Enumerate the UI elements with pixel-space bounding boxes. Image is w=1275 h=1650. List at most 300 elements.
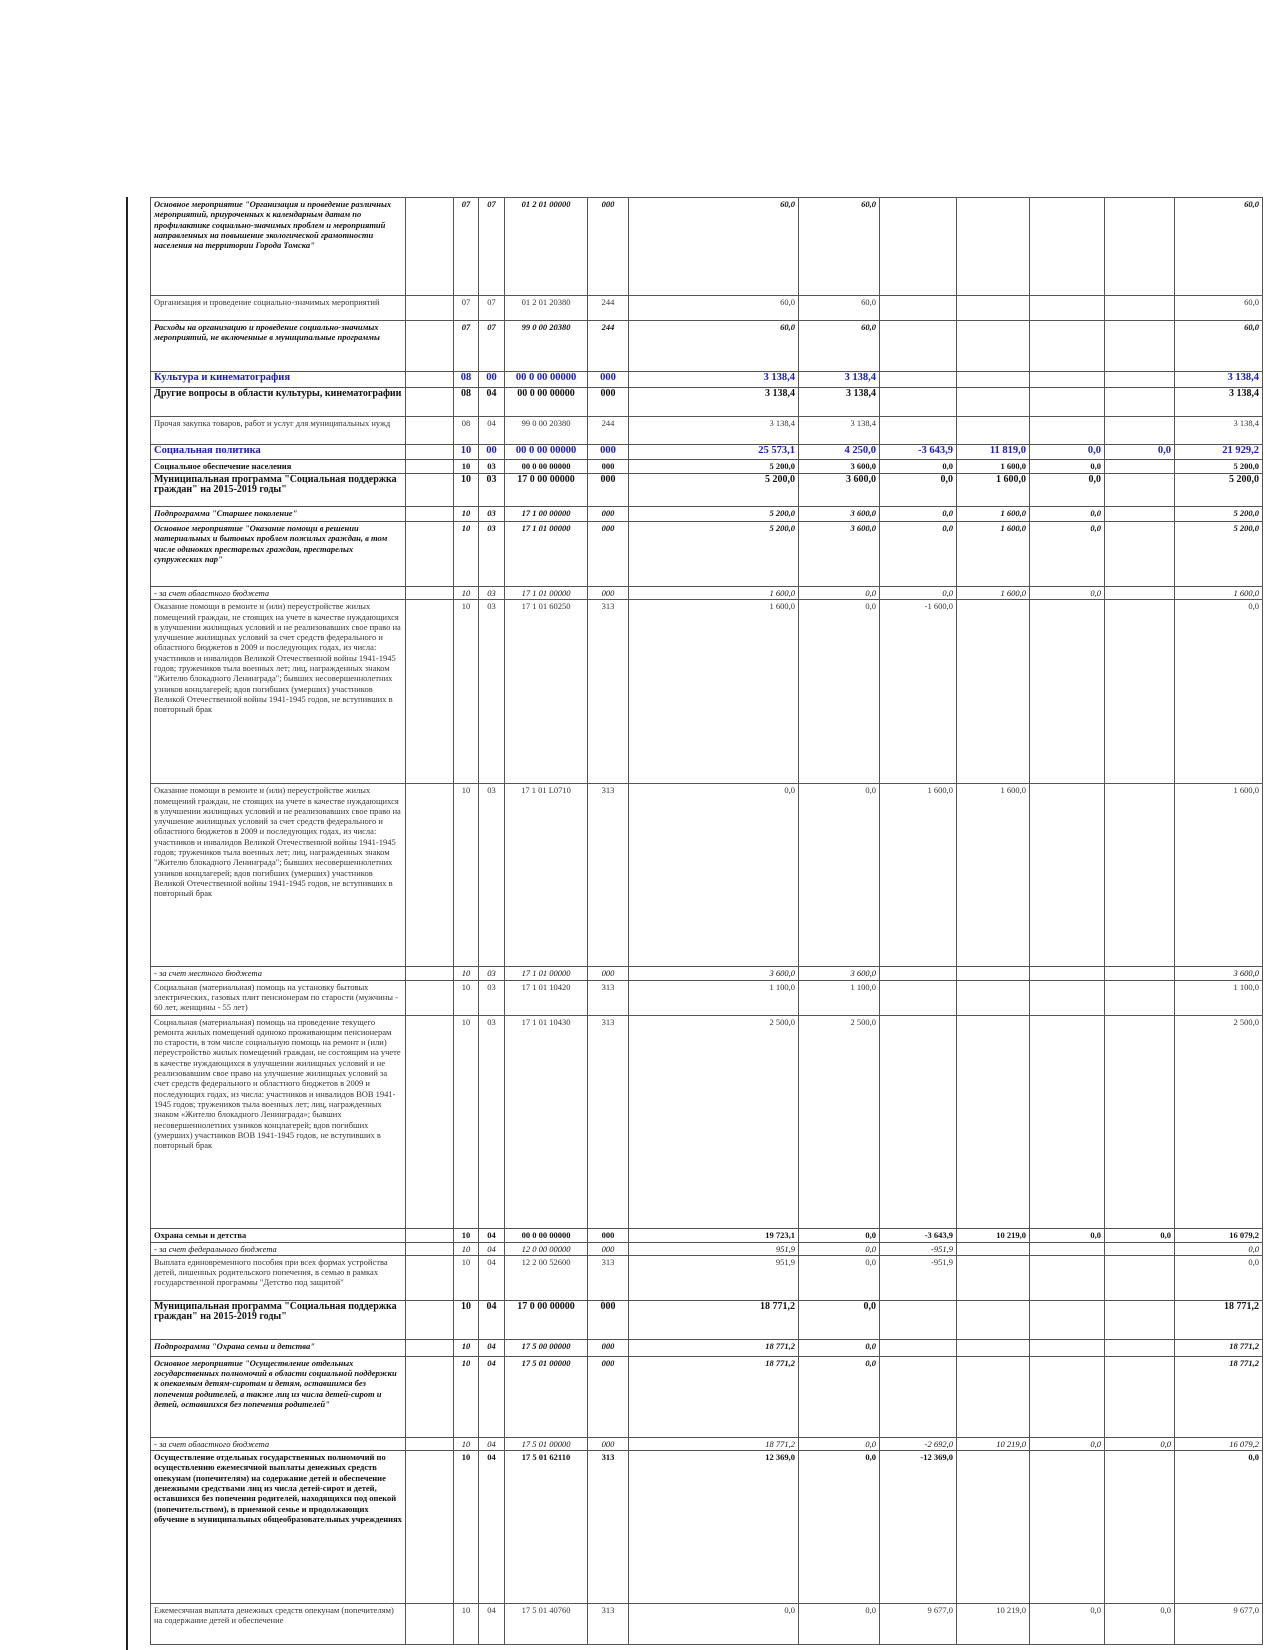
cell-value-5 [1030,1356,1105,1437]
cell-gap [406,1255,454,1300]
cell-value-2: 3 138,4 [799,417,880,445]
cell-value-2: 4 250,0 [799,445,880,460]
cell-value-1: 25 573,1 [629,445,799,460]
table-row [151,1015,1263,1228]
cell-value-6 [1105,474,1175,507]
cell-subsection: 04 [479,1356,505,1437]
table-body [151,198,1263,1645]
cell-subsection: 03 [479,474,505,507]
cell-section: 07 [454,321,479,372]
cell-expense-type: 313 [588,1255,629,1300]
cell-value-3 [880,321,957,372]
cell-value-2: 3 600,0 [799,507,880,522]
cell-value-total: 5 200,0 [1175,474,1263,507]
cell-value-1: 1 600,0 [629,587,799,600]
cell-value-5: 0,0 [1030,1437,1105,1450]
cell-value-1: 60,0 [629,321,799,372]
cell-value-total: 2 500,0 [1175,1015,1263,1228]
table-row [151,1451,1263,1604]
cell-value-5: 0,0 [1030,1604,1105,1645]
cell-section: 10 [454,600,479,784]
cell-value-2: 0,0 [799,1300,880,1339]
cell-expense-type: 313 [588,1015,629,1228]
cell-value-5 [1030,296,1105,321]
cell-value-2: 0,0 [799,1356,880,1437]
cell-value-1: 3 138,4 [629,372,799,388]
cell-subsection: 04 [479,1339,505,1356]
cell-name: Социальная политика [151,445,406,460]
cell-value-1: 18 771,2 [629,1339,799,1356]
table-row [151,1604,1263,1645]
table-row [151,1339,1263,1356]
cell-value-5 [1030,967,1105,980]
cell-subsection: 03 [479,784,505,967]
cell-value-4: 11 819,0 [957,445,1030,460]
cell-value-1: 19 723,1 [629,1228,799,1242]
cell-gap [406,417,454,445]
cell-section: 08 [454,417,479,445]
cell-value-4: 1 600,0 [957,474,1030,507]
cell-name: Муниципальная программа "Социальная поддержка граждан" на 2015-2019 годы" [151,474,406,507]
cell-value-6 [1105,460,1175,474]
cell-value-total: 1 100,0 [1175,980,1263,1015]
cell-expense-type: 313 [588,784,629,967]
cell-value-3 [880,967,957,980]
cell-gap [406,372,454,388]
cell-gap [406,600,454,784]
cell-target-article: 00 0 00 00000 [505,445,588,460]
cell-name: Социальная (материальная) помощь на установку бытовых электрических, газовых плит пенсионерам по старости (мужчины - 60 лет, женщины - 55 лет) [151,980,406,1015]
cell-value-4 [957,321,1030,372]
cell-expense-type: 000 [588,445,629,460]
cell-value-5: 0,0 [1030,460,1105,474]
budget-table [150,197,1263,1645]
cell-subsection: 03 [479,522,505,587]
cell-value-3 [880,1015,957,1228]
cell-section: 08 [454,372,479,388]
cell-value-2: 0,0 [799,1451,880,1604]
cell-name: Муниципальная программа "Социальная поддержка граждан" на 2015-2019 годы" [151,1300,406,1339]
cell-value-3 [880,1356,957,1437]
cell-value-2: 0,0 [799,1604,880,1645]
cell-value-2: 0,0 [799,784,880,967]
cell-value-6 [1105,522,1175,587]
cell-value-4: 1 600,0 [957,522,1030,587]
cell-section: 10 [454,445,479,460]
cell-value-2: 1 100,0 [799,980,880,1015]
cell-gap [406,1437,454,1450]
cell-name: Прочая закупка товаров, работ и услуг для муниципальных нужд [151,417,406,445]
cell-value-5 [1030,600,1105,784]
cell-value-1: 5 200,0 [629,460,799,474]
cell-name: Социальное обеспечение населения [151,460,406,474]
cell-name: Культура и кинематография [151,372,406,388]
cell-expense-type: 244 [588,321,629,372]
cell-value-1: 2 500,0 [629,1015,799,1228]
cell-target-article: 17 5 01 00000 [505,1356,588,1437]
left-margin-rule [126,197,128,1650]
cell-expense-type: 000 [588,388,629,417]
cell-target-article: 17 1 00 00000 [505,507,588,522]
cell-value-3: -3 643,9 [880,1228,957,1242]
cell-name: Оказание помощи в ремонте и (или) переустройстве жилых помещений граждан, не стоящих на учете в качестве нуждающихся в улучшении жилищных условий и не реализовавших свое право на улучшение жилищных условий за счет средств федерального и областного бюджетов в 2009 и последующих годах, из числа: участников и инвалидов Великой Отечественной войны 1941-1945 годов; тружеников тыла военных лет; лиц, награжденных знаком "Жителю блокадного Ленинграда"; бывших несовершеннолетних узников концлагерей; вдов погибших (умерших) участников Великой Отечественной войны 1941-1945 годов, не вступивших в повторный брак [151,784,406,967]
cell-value-6 [1105,1242,1175,1255]
cell-name: Организация и проведение социально-значимых мероприятий [151,296,406,321]
cell-value-3: -3 643,9 [880,445,957,460]
cell-value-5 [1030,1339,1105,1356]
cell-value-3 [880,1339,957,1356]
cell-value-4: 10 219,0 [957,1604,1030,1645]
cell-value-3: 9 677,0 [880,1604,957,1645]
cell-name: - за счет областного бюджета [151,1437,406,1450]
cell-name: Охрана семьи и детства [151,1228,406,1242]
cell-value-4: 1 600,0 [957,460,1030,474]
cell-subsection: 00 [479,445,505,460]
cell-value-4: 10 219,0 [957,1228,1030,1242]
cell-value-6 [1105,1356,1175,1437]
cell-value-1: 18 771,2 [629,1437,799,1450]
cell-expense-type: 313 [588,600,629,784]
cell-gap [406,388,454,417]
cell-value-2: 0,0 [799,1255,880,1300]
cell-expense-type: 000 [588,1339,629,1356]
table-row [151,296,1263,321]
cell-value-6: 0,0 [1105,1604,1175,1645]
cell-section: 10 [454,784,479,967]
cell-expense-type: 000 [588,967,629,980]
cell-expense-type: 244 [588,417,629,445]
cell-value-6 [1105,967,1175,980]
cell-target-article: 17 5 01 00000 [505,1437,588,1450]
cell-section: 10 [454,1356,479,1437]
cell-value-total: 5 200,0 [1175,507,1263,522]
cell-value-6 [1105,1255,1175,1300]
cell-value-1: 3 138,4 [629,417,799,445]
table-row [151,1242,1263,1255]
cell-value-5 [1030,388,1105,417]
cell-value-5 [1030,1242,1105,1255]
cell-value-4 [957,600,1030,784]
cell-target-article: 99 0 00 20380 [505,321,588,372]
cell-expense-type: 000 [588,587,629,600]
cell-subsection: 03 [479,980,505,1015]
cell-value-total: 0,0 [1175,1242,1263,1255]
cell-target-article: 17 1 01 L0710 [505,784,588,967]
cell-value-4 [957,1339,1030,1356]
cell-value-1: 5 200,0 [629,474,799,507]
cell-value-6 [1105,980,1175,1015]
cell-value-4: 1 600,0 [957,507,1030,522]
cell-section: 10 [454,1437,479,1450]
cell-value-3 [880,417,957,445]
cell-value-6: 0,0 [1105,1228,1175,1242]
cell-value-2: 3 138,4 [799,372,880,388]
cell-value-1: 60,0 [629,296,799,321]
cell-value-total: 60,0 [1175,296,1263,321]
cell-value-3: -951,9 [880,1242,957,1255]
cell-value-3 [880,198,957,296]
cell-value-2: 3 600,0 [799,967,880,980]
cell-value-5: 0,0 [1030,474,1105,507]
cell-gap [406,296,454,321]
cell-value-4 [957,1015,1030,1228]
cell-value-4 [957,296,1030,321]
cell-value-3 [880,296,957,321]
cell-value-1: 3 600,0 [629,967,799,980]
cell-section: 10 [454,1255,479,1300]
cell-value-1: 5 200,0 [629,507,799,522]
cell-value-total: 5 200,0 [1175,522,1263,587]
cell-name: Основное мероприятие "Осуществление отдельных государственных полномочий в области социальной поддержки к опекаемым детям-сиротам и детям, оставшимся без попечения родителей, а также лиц из числа детей-сирот и детей, оставшихся без попечения родителей" [151,1356,406,1437]
cell-subsection: 04 [479,1437,505,1450]
cell-value-total: 0,0 [1175,1255,1263,1300]
cell-name: Ежемесячная выплата денежных средств опекунам (попечителям) на содержание детей и обеспечение [151,1604,406,1645]
cell-section: 10 [454,1300,479,1339]
cell-target-article: 12 0 00 00000 [505,1242,588,1255]
cell-section: 10 [454,1015,479,1228]
cell-value-4 [957,1242,1030,1255]
cell-target-article: 00 0 00 00000 [505,460,588,474]
cell-value-total: 0,0 [1175,600,1263,784]
cell-value-6 [1105,784,1175,967]
cell-section: 10 [454,587,479,600]
cell-subsection: 04 [479,1228,505,1242]
cell-subsection: 03 [479,1015,505,1228]
cell-value-2: 3 600,0 [799,474,880,507]
cell-expense-type: 000 [588,1242,629,1255]
cell-name: Основное мероприятие "Оказание помощи в решении материальных и бытовых проблем пожилых граждан, в том числе одиноких престарелых граждан, престарелых супружеских пар" [151,522,406,587]
cell-value-4 [957,967,1030,980]
cell-gap [406,784,454,967]
cell-value-6 [1105,1300,1175,1339]
cell-subsection: 04 [479,1255,505,1300]
cell-expense-type: 000 [588,460,629,474]
cell-gap [406,1242,454,1255]
cell-value-total: 3 138,4 [1175,372,1263,388]
cell-value-6: 0,0 [1105,445,1175,460]
table-row [151,600,1263,784]
cell-value-5 [1030,372,1105,388]
cell-value-3: -2 692,0 [880,1437,957,1450]
cell-target-article: 01 2 01 00000 [505,198,588,296]
cell-subsection: 03 [479,460,505,474]
cell-value-total: 3 600,0 [1175,967,1263,980]
cell-value-3: 0,0 [880,507,957,522]
cell-target-article: 17 0 00 00000 [505,1300,588,1339]
cell-target-article: 12 2 00 52600 [505,1255,588,1300]
cell-value-total: 3 138,4 [1175,417,1263,445]
cell-value-2: 60,0 [799,198,880,296]
cell-value-6 [1105,417,1175,445]
cell-value-total: 21 929,2 [1175,445,1263,460]
cell-target-article: 01 2 01 20380 [505,296,588,321]
cell-target-article: 17 1 01 10430 [505,1015,588,1228]
cell-target-article: 17 1 01 10420 [505,980,588,1015]
table-row [151,445,1263,460]
cell-value-1: 951,9 [629,1242,799,1255]
cell-section: 10 [454,1451,479,1604]
cell-value-4 [957,1300,1030,1339]
cell-value-5 [1030,417,1105,445]
cell-value-total: 5 200,0 [1175,460,1263,474]
cell-value-2: 3 600,0 [799,460,880,474]
cell-value-3: -12 369,0 [880,1451,957,1604]
cell-value-5: 0,0 [1030,587,1105,600]
cell-subsection: 04 [479,388,505,417]
table-row [151,587,1263,600]
table-row [151,388,1263,417]
cell-value-1: 0,0 [629,784,799,967]
cell-value-3: -951,9 [880,1255,957,1300]
cell-target-article: 17 5 00 00000 [505,1339,588,1356]
cell-value-6 [1105,587,1175,600]
cell-gap [406,1015,454,1228]
table-row [151,1437,1263,1450]
cell-name: - за счет федерального бюджета [151,1242,406,1255]
cell-gap [406,967,454,980]
cell-value-6 [1105,1015,1175,1228]
cell-name: - за счет местного бюджета [151,967,406,980]
cell-subsection: 03 [479,587,505,600]
cell-value-total: 1 600,0 [1175,784,1263,967]
cell-gap [406,507,454,522]
cell-value-3: 1 600,0 [880,784,957,967]
cell-name: Подпрограмма "Охрана семьи и детства" [151,1339,406,1356]
cell-value-6 [1105,600,1175,784]
cell-name: Оказание помощи в ремонте и (или) переустройстве жилых помещений граждан, не стоящих на учете в качестве нуждающихся в улучшении жилищных условий и не реализовавших свое право на улучшение жилищных условий за счет средств федерального и областного бюджетов в 2009 и последующих годах, из числа: участников и инвалидов Великой Отечественной войны 1941-1945 годов; тружеников тыла военных лет; лиц, награжденных знаком "Жителю блокадного Ленинграда"; бывших несовершеннолетних узников концлагерей; вдов погибших (умерших) участников Великой Отечественной войны 1941-1945 годов, не вступивших в повторный брак [151,600,406,784]
cell-name: Выплата единовременного пособия при всех формах устройства детей, лишенных родительского попечения, в семью в рамках государственной программы "Детство под защитой" [151,1255,406,1300]
cell-gap [406,522,454,587]
cell-value-4 [957,417,1030,445]
cell-value-2: 60,0 [799,321,880,372]
cell-name: Социальная (материальная) помощь на проведение текущего ремонта жилых помещений одиноко проживающим пенсионерам по старости, в том числе социальную помощь на ремонт и (или) переустройство жилых помещений граждан, не состоящим на учете в качестве нуждающихся в улучшении жилищных условий и не реализовавшим свое право на улучшение жилищных условий за счет средств федерального и областного бюджетов в 2009 и последующих годах, из числа: участников и инвалидов ВОВ 1941-1945 годов; тружеников тыла военных лет; лиц, награжденных знаком «Жителю блокадного Ленинграда»; бывших несовершеннолетних узников концлагерей; вдов погибших (умерших) участников ВОВ 1941-1945 годов, не вступивших в повторный брак [151,1015,406,1228]
cell-target-article: 17 1 01 60250 [505,600,588,784]
cell-gap [406,1356,454,1437]
cell-subsection: 04 [479,1242,505,1255]
cell-section: 10 [454,460,479,474]
table-row [151,1228,1263,1242]
cell-value-4: 1 600,0 [957,784,1030,967]
cell-value-total: 18 771,2 [1175,1356,1263,1437]
cell-section: 10 [454,1228,479,1242]
cell-name: Другие вопросы в области культуры, кинематографии [151,388,406,417]
cell-value-total: 16 079,2 [1175,1228,1263,1242]
cell-value-3 [880,388,957,417]
cell-value-5: 0,0 [1030,1228,1105,1242]
cell-subsection: 00 [479,372,505,388]
cell-expense-type: 000 [588,1437,629,1450]
cell-gap [406,587,454,600]
cell-section: 10 [454,522,479,587]
cell-section: 10 [454,507,479,522]
cell-gap [406,1451,454,1604]
table-row [151,198,1263,296]
cell-value-1: 18 771,2 [629,1356,799,1437]
cell-value-1: 1 600,0 [629,600,799,784]
table-row [151,1300,1263,1339]
cell-gap [406,1300,454,1339]
cell-expense-type: 313 [588,1604,629,1645]
table-row [151,784,1263,967]
cell-value-6 [1105,296,1175,321]
cell-value-6 [1105,372,1175,388]
cell-value-5 [1030,198,1105,296]
table-row [151,1255,1263,1300]
cell-value-5: 0,0 [1030,507,1105,522]
cell-value-total: 0,0 [1175,1451,1263,1604]
cell-target-article: 17 5 01 40760 [505,1604,588,1645]
cell-expense-type: 000 [588,372,629,388]
cell-value-4 [957,1255,1030,1300]
cell-gap [406,1604,454,1645]
cell-value-5 [1030,1300,1105,1339]
cell-value-4: 10 219,0 [957,1437,1030,1450]
cell-value-2: 0,0 [799,587,880,600]
cell-value-4 [957,198,1030,296]
cell-section: 10 [454,474,479,507]
cell-section: 07 [454,198,479,296]
cell-expense-type: 000 [588,1300,629,1339]
cell-subsection: 07 [479,296,505,321]
cell-value-3: -1 600,0 [880,600,957,784]
table-row [151,460,1263,474]
cell-value-3: 0,0 [880,474,957,507]
cell-name: Осуществление отдельных государственных полномочий по осуществлению ежемесячной выплаты денежных средств опекунам (попечителям) на содержание детей и обеспечение денежными средствами лиц из числа детей-сирот и детей, оставшихся без попечения родителей, находящихся под опекой (попечительством), в приемной семье и продолжающих обучение в муниципальных общеобразовательных учреждениях [151,1451,406,1604]
cell-value-2: 3 600,0 [799,522,880,587]
cell-subsection: 04 [479,1451,505,1604]
cell-name: Подпрограмма "Старшее поколение" [151,507,406,522]
cell-value-4 [957,1451,1030,1604]
table-row [151,980,1263,1015]
cell-name: Основное мероприятие "Организация и проведение различных мероприятий, приуроченных к календарным датам по профилактике социально-значимых проблем и мероприятий направленных на повышение экологической грамотности населения на территории Города Томска" [151,198,406,296]
cell-subsection: 07 [479,198,505,296]
cell-gap [406,1339,454,1356]
cell-value-1: 12 369,0 [629,1451,799,1604]
table-row [151,474,1263,507]
cell-value-3: 0,0 [880,460,957,474]
cell-value-1: 1 100,0 [629,980,799,1015]
cell-value-2: 0,0 [799,1339,880,1356]
cell-target-article: 17 1 01 00000 [505,522,588,587]
cell-value-3: 0,0 [880,587,957,600]
cell-target-article: 99 0 00 20380 [505,417,588,445]
cell-value-4 [957,1356,1030,1437]
table-row [151,321,1263,372]
cell-value-5 [1030,1015,1105,1228]
cell-value-6 [1105,321,1175,372]
cell-target-article: 17 0 00 00000 [505,474,588,507]
cell-value-2: 60,0 [799,296,880,321]
cell-subsection: 03 [479,600,505,784]
cell-value-total: 18 771,2 [1175,1339,1263,1356]
cell-value-5 [1030,1451,1105,1604]
cell-value-2: 0,0 [799,1228,880,1242]
table-row [151,507,1263,522]
cell-value-5 [1030,980,1105,1015]
table-row [151,1356,1263,1437]
cell-section: 10 [454,980,479,1015]
cell-value-total: 1 600,0 [1175,587,1263,600]
cell-section: 10 [454,1242,479,1255]
cell-value-3 [880,980,957,1015]
table-row [151,967,1263,980]
cell-value-5 [1030,1255,1105,1300]
cell-value-1: 5 200,0 [629,522,799,587]
cell-value-3 [880,1300,957,1339]
cell-expense-type: 244 [588,296,629,321]
table-row [151,372,1263,388]
cell-value-3 [880,372,957,388]
